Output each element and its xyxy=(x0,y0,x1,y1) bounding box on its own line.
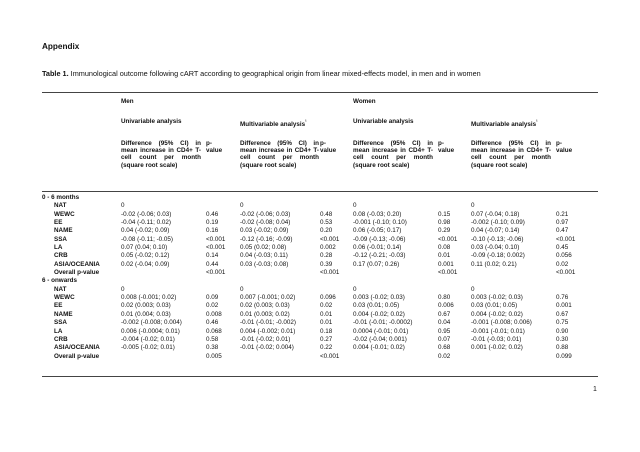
men-multi-diff: 0.007 (-0.001; 0.02) xyxy=(240,294,296,302)
men-multi-p: 0.22 xyxy=(320,344,333,352)
women-uni-p: 0.006 xyxy=(438,302,454,310)
men-multi-p: <0.001 xyxy=(320,235,340,243)
women-multi-p: 0.001 xyxy=(556,302,572,310)
women-uni-p: 0.07 xyxy=(438,335,451,343)
group-header-women: Women xyxy=(353,98,376,105)
women-uni-p: 0.67 xyxy=(438,310,451,318)
women-uni-pvalue-header: p-value xyxy=(438,140,455,155)
table-row xyxy=(0,202,640,210)
table-top-rule xyxy=(42,92,598,93)
women-multi-p: 0.02 xyxy=(556,260,569,268)
women-uni-p: 0.001 xyxy=(438,260,454,268)
men-uni-p: <0.001 xyxy=(206,269,226,277)
row-label: ASIA/OCEANIA xyxy=(54,344,100,352)
men-uni-p: 0.005 xyxy=(206,352,222,360)
men-uni-pvalue-header: p-value xyxy=(206,140,223,155)
men-multi-pvalue-header: p-value xyxy=(320,140,337,155)
men-multi-p: 0.01 xyxy=(320,310,333,318)
women-multi-diff: -0.001 (-0.01; 0.01) xyxy=(471,327,525,335)
men-multi-diff: 0 xyxy=(240,285,244,293)
table-caption-text: Immunological outcome following cART according to geographical origin from linear mixed-effects model, in men and in women xyxy=(68,69,481,78)
women-multi-diff: 0.03 (-0.04; 0.10) xyxy=(471,244,520,252)
table-row xyxy=(0,269,640,277)
men-uni-diff: 0.008 (-0.001; 0.02) xyxy=(121,294,177,302)
men-multi-p: 0.39 xyxy=(320,260,333,268)
women-multi-p: 0.47 xyxy=(556,227,569,235)
men-uni-diff: 0 xyxy=(121,285,125,293)
men-multi-diff: 0.01 (0.003; 0.02) xyxy=(240,310,290,318)
women-uni-diff: 0.06 (-0.01; 0.14) xyxy=(353,244,402,252)
men-uni-difference-header: Difference (95% CI) in mean increase in CD4+ T-cell count per month (square root scale) xyxy=(121,140,201,169)
men-uni-p: <0.001 xyxy=(206,235,226,243)
women-multi-diff: 0.03 (0.01; 0.05) xyxy=(471,302,518,310)
men-uni-diff: 0.02 (0.003; 0.03) xyxy=(121,302,171,310)
men-uni-diff: 0.05 (-0.02; 0.12) xyxy=(121,252,170,260)
table-row xyxy=(0,286,640,294)
women-multi-p: <0.001 xyxy=(556,269,576,277)
row-label: NAT xyxy=(54,202,67,210)
men-uni-p: <0.001 xyxy=(206,244,226,252)
women-multi-diff: 0.04 (-0.07; 0.14) xyxy=(471,227,520,235)
row-label: EE xyxy=(54,302,63,310)
women-multivariable-label: Multivariable analysis xyxy=(471,121,537,129)
men-uni-p: 0.19 xyxy=(206,219,219,227)
men-multivariable-label: Multivariable analysis xyxy=(240,121,306,129)
section-heading-0-6-months: 0 - 6 months xyxy=(42,194,80,201)
row-label: Overall p-value xyxy=(54,269,100,277)
men-uni-diff: 0.04 (-0.02; 0.09) xyxy=(121,227,170,235)
men-uni-p: 0.58 xyxy=(206,335,219,343)
row-label: ASIA/OCEANIA xyxy=(54,260,100,268)
men-uni-p: 0.38 xyxy=(206,344,219,352)
table-row xyxy=(0,211,640,219)
row-label: SSA xyxy=(54,319,67,327)
women-multi-diff: 0.07 (-0.04; 0.18) xyxy=(471,210,520,218)
men-multi-p: 0.28 xyxy=(320,252,333,260)
men-multi-p: 0.002 xyxy=(320,244,336,252)
men-multi-p: 0.27 xyxy=(320,335,333,343)
women-multi-pvalue-header: p-value xyxy=(556,140,573,155)
men-multi-diff: -0.01 (-0.01; -0.002) xyxy=(240,319,297,327)
women-uni-difference-header: Difference (95% CI) in mean increase in CD4+ T-cell count per month (square root scale) xyxy=(353,140,433,169)
men-multi-diff: 0.03 (-0.03; 0.08) xyxy=(240,260,289,268)
men-uni-diff: -0.02 (-0.06; 0.03) xyxy=(121,210,172,218)
table-row xyxy=(0,219,640,227)
row-label: EE xyxy=(54,219,63,227)
men-multi-diff: -0.02 (-0.06; 0.03) xyxy=(240,210,291,218)
women-multivariable-header xyxy=(471,118,538,128)
women-multi-diff: 0.001 (-0.02; 0.02) xyxy=(471,344,523,352)
table-row xyxy=(0,227,640,235)
women-uni-p: 0.08 xyxy=(438,244,451,252)
women-multi-p: 0.88 xyxy=(556,344,569,352)
table-row xyxy=(0,344,640,352)
table-row xyxy=(0,302,640,310)
women-multi-p: 0.21 xyxy=(556,210,569,218)
women-multi-p: 0.76 xyxy=(556,294,569,302)
women-uni-diff: 0 xyxy=(353,202,357,210)
appendix-heading: Appendix xyxy=(42,42,80,51)
men-uni-p: 0.16 xyxy=(206,227,219,235)
women-multi-diff: 0 xyxy=(471,202,475,210)
row-label: CRB xyxy=(54,335,68,343)
women-multivariable-footnote: ¹ xyxy=(536,119,538,124)
section-rows-6-onwards xyxy=(0,286,640,361)
men-multi-p: 0.096 xyxy=(320,294,336,302)
women-uni-diff: 0.0004 (-0.01; 0.01) xyxy=(353,327,409,335)
women-uni-p: <0.001 xyxy=(438,269,458,277)
women-uni-diff: -0.02 (-0.04; 0.001) xyxy=(353,335,407,343)
row-label: CRB xyxy=(54,252,68,260)
women-multi-diff: 0.003 (-0.02; 0.03) xyxy=(471,294,523,302)
women-multi-p: <0.001 xyxy=(556,235,576,243)
women-uni-p: 0.02 xyxy=(438,352,451,360)
women-uni-diff: 0.03 (0.01; 0.05) xyxy=(353,302,400,310)
men-multi-p: <0.001 xyxy=(320,352,340,360)
men-uni-p: 0.46 xyxy=(206,210,219,218)
men-uni-diff: 0.02 (-0.04; 0.09) xyxy=(121,260,170,268)
women-multi-p: 0.056 xyxy=(556,252,572,260)
women-multi-diff: 0 xyxy=(471,285,475,293)
row-label: WEWC xyxy=(54,210,75,218)
table-caption-label: Table 1. xyxy=(42,69,69,78)
women-uni-diff: 0.003 (-0.02; 0.03) xyxy=(353,294,405,302)
table-row xyxy=(0,244,640,252)
section-rows-0-6-months xyxy=(0,202,640,277)
men-multi-diff: 0.004 (-0.002; 0.01) xyxy=(240,327,296,335)
women-uni-p: 0.80 xyxy=(438,294,451,302)
row-label: Overall p-value xyxy=(54,352,100,360)
women-multi-p: 0.97 xyxy=(556,219,569,227)
men-multi-p: 0.53 xyxy=(320,219,333,227)
men-uni-diff: -0.004 (-0.02; 0.01) xyxy=(121,335,175,343)
women-uni-p: 0.68 xyxy=(438,344,451,352)
men-uni-diff: 0.07 (0.04; 0.10) xyxy=(121,244,168,252)
men-multi-p: 0.18 xyxy=(320,327,333,335)
women-uni-p: 0.04 xyxy=(438,319,451,327)
table-row xyxy=(0,353,640,361)
women-uni-p: 0.95 xyxy=(438,327,451,335)
men-uni-p: 0.46 xyxy=(206,319,219,327)
table-row xyxy=(0,319,640,327)
group-header-men: Men xyxy=(121,98,134,105)
women-uni-diff: 0.06 (-0.05; 0.17) xyxy=(353,227,402,235)
row-label: SSA xyxy=(54,235,67,243)
women-multi-diff: -0.10 (-0.13; -0.06) xyxy=(471,235,524,243)
women-uni-diff: 0.004 (-0.01; 0.02) xyxy=(353,344,405,352)
table-row xyxy=(0,336,640,344)
women-multi-diff: -0.01 (-0.03; 0.01) xyxy=(471,335,522,343)
women-multi-p: 0.90 xyxy=(556,327,569,335)
men-multivariable-footnote: ¹ xyxy=(305,119,307,124)
women-uni-p: 0.15 xyxy=(438,210,451,218)
men-multi-diff: 0.03 (-0.02; 0.09) xyxy=(240,227,289,235)
women-uni-diff: 0.08 (-0.03; 0.20) xyxy=(353,210,402,218)
women-uni-p: 0.29 xyxy=(438,227,451,235)
women-multi-diff: 0.004 (-0.02; 0.02) xyxy=(471,310,523,318)
women-uni-p: 0.98 xyxy=(438,219,451,227)
page-number: 1 xyxy=(593,386,597,393)
men-uni-diff: 0.01 (0.004; 0.03) xyxy=(121,310,171,318)
table-caption xyxy=(42,69,481,78)
table-row xyxy=(0,236,640,244)
women-uni-diff: -0.001 (-0.10; 0.10) xyxy=(353,219,407,227)
women-uni-diff: -0.12 (-0.21; -0.03) xyxy=(353,252,406,260)
women-uni-diff: 0.004 (-0.02; 0.02) xyxy=(353,310,405,318)
men-uni-diff: -0.04 (-0.11; 0.02) xyxy=(121,219,171,227)
men-uni-p: 0.008 xyxy=(206,310,222,318)
women-uni-p: <0.001 xyxy=(438,235,458,243)
women-uni-diff: -0.01 (-0.01; -0.0002) xyxy=(353,319,413,327)
table-row xyxy=(0,252,640,260)
women-multi-difference-header: Difference (95% CI) in mean increase in CD4+ T-cell count per month (square root scale) xyxy=(471,140,551,169)
table-body xyxy=(0,194,640,361)
men-multi-diff: -0.01 (-0.02; 0.01) xyxy=(240,335,291,343)
men-uni-diff: 0 xyxy=(121,202,125,210)
men-uni-p: 0.09 xyxy=(206,294,219,302)
men-multi-difference-header: Difference (95% CI) in mean increase in CD4+ T-cell count per month (square root scale) xyxy=(240,140,319,169)
women-multi-p: 0.45 xyxy=(556,244,569,252)
table-row xyxy=(0,311,640,319)
men-multi-diff: 0.02 (0.003; 0.03) xyxy=(240,302,290,310)
men-uni-p: 0.14 xyxy=(206,252,219,260)
women-multi-diff: -0.001 (-0.008; 0.006) xyxy=(471,319,532,327)
table-row xyxy=(0,328,640,336)
men-uni-p: 0.068 xyxy=(206,327,222,335)
women-uni-p: 0.01 xyxy=(438,252,451,260)
men-multi-p: 0.48 xyxy=(320,210,333,218)
men-multi-diff: -0.02 (-0.08; 0.04) xyxy=(240,219,291,227)
row-label: LA xyxy=(54,244,63,252)
table-bottom-rule xyxy=(42,376,598,377)
men-uni-diff: -0.005 (-0.02; 0.01) xyxy=(121,344,175,352)
women-multi-diff: -0.09 (-0.18; 0.002) xyxy=(471,252,525,260)
row-label: NAT xyxy=(54,285,67,293)
men-uni-diff: -0.08 (-0.11; -0.05) xyxy=(121,235,174,243)
men-uni-p: 0.02 xyxy=(206,302,219,310)
women-multi-diff: 0.11 (0.02; 0.21) xyxy=(471,260,517,268)
men-multi-diff: -0.12 (-0.16; -0.09) xyxy=(240,235,293,243)
men-multi-p: <0.001 xyxy=(320,269,340,277)
men-multi-p: 0.02 xyxy=(320,302,333,310)
men-multi-diff: 0 xyxy=(240,202,244,210)
men-multi-p: 0.20 xyxy=(320,227,333,235)
men-multi-diff: -0.01 (-0.02; 0.004) xyxy=(240,344,294,352)
men-multi-diff: 0.05 (0.02; 0.08) xyxy=(240,244,287,252)
women-multi-p: 0.099 xyxy=(556,352,572,360)
women-multi-p: 0.75 xyxy=(556,319,569,327)
row-label: NAME xyxy=(54,227,73,235)
women-uni-diff: 0 xyxy=(353,285,357,293)
men-multivariable-header xyxy=(240,118,307,128)
women-multi-p: 0.67 xyxy=(556,310,569,318)
men-uni-diff: -0.002 (-0.008; 0.004) xyxy=(121,319,182,327)
table-row xyxy=(0,294,640,302)
row-label: LA xyxy=(54,327,63,335)
men-univariable-header: Univariable analysis xyxy=(121,118,182,125)
men-uni-p: 0.44 xyxy=(206,260,219,268)
row-label: WEWC xyxy=(54,294,75,302)
men-multi-diff: 0.04 (-0.03; 0.11) xyxy=(240,252,288,260)
section-heading-6-onwards: 6 - onwards xyxy=(42,277,77,285)
men-multi-p: 0.01 xyxy=(320,319,333,327)
table-header-rule xyxy=(42,191,598,192)
row-label: NAME xyxy=(54,310,73,318)
women-uni-diff: -0.09 (-0.13; -0.06) xyxy=(353,235,406,243)
women-uni-diff: 0.17 (0.07; 0.26) xyxy=(353,260,400,268)
men-uni-diff: 0.006 (-0.0004; 0.01) xyxy=(121,327,180,335)
women-multi-diff: -0.002 (-0.10; 0.09) xyxy=(471,219,525,227)
women-univariable-header: Univariable analysis xyxy=(353,118,414,125)
table-row xyxy=(0,261,640,269)
women-multi-p: 0.30 xyxy=(556,335,569,343)
